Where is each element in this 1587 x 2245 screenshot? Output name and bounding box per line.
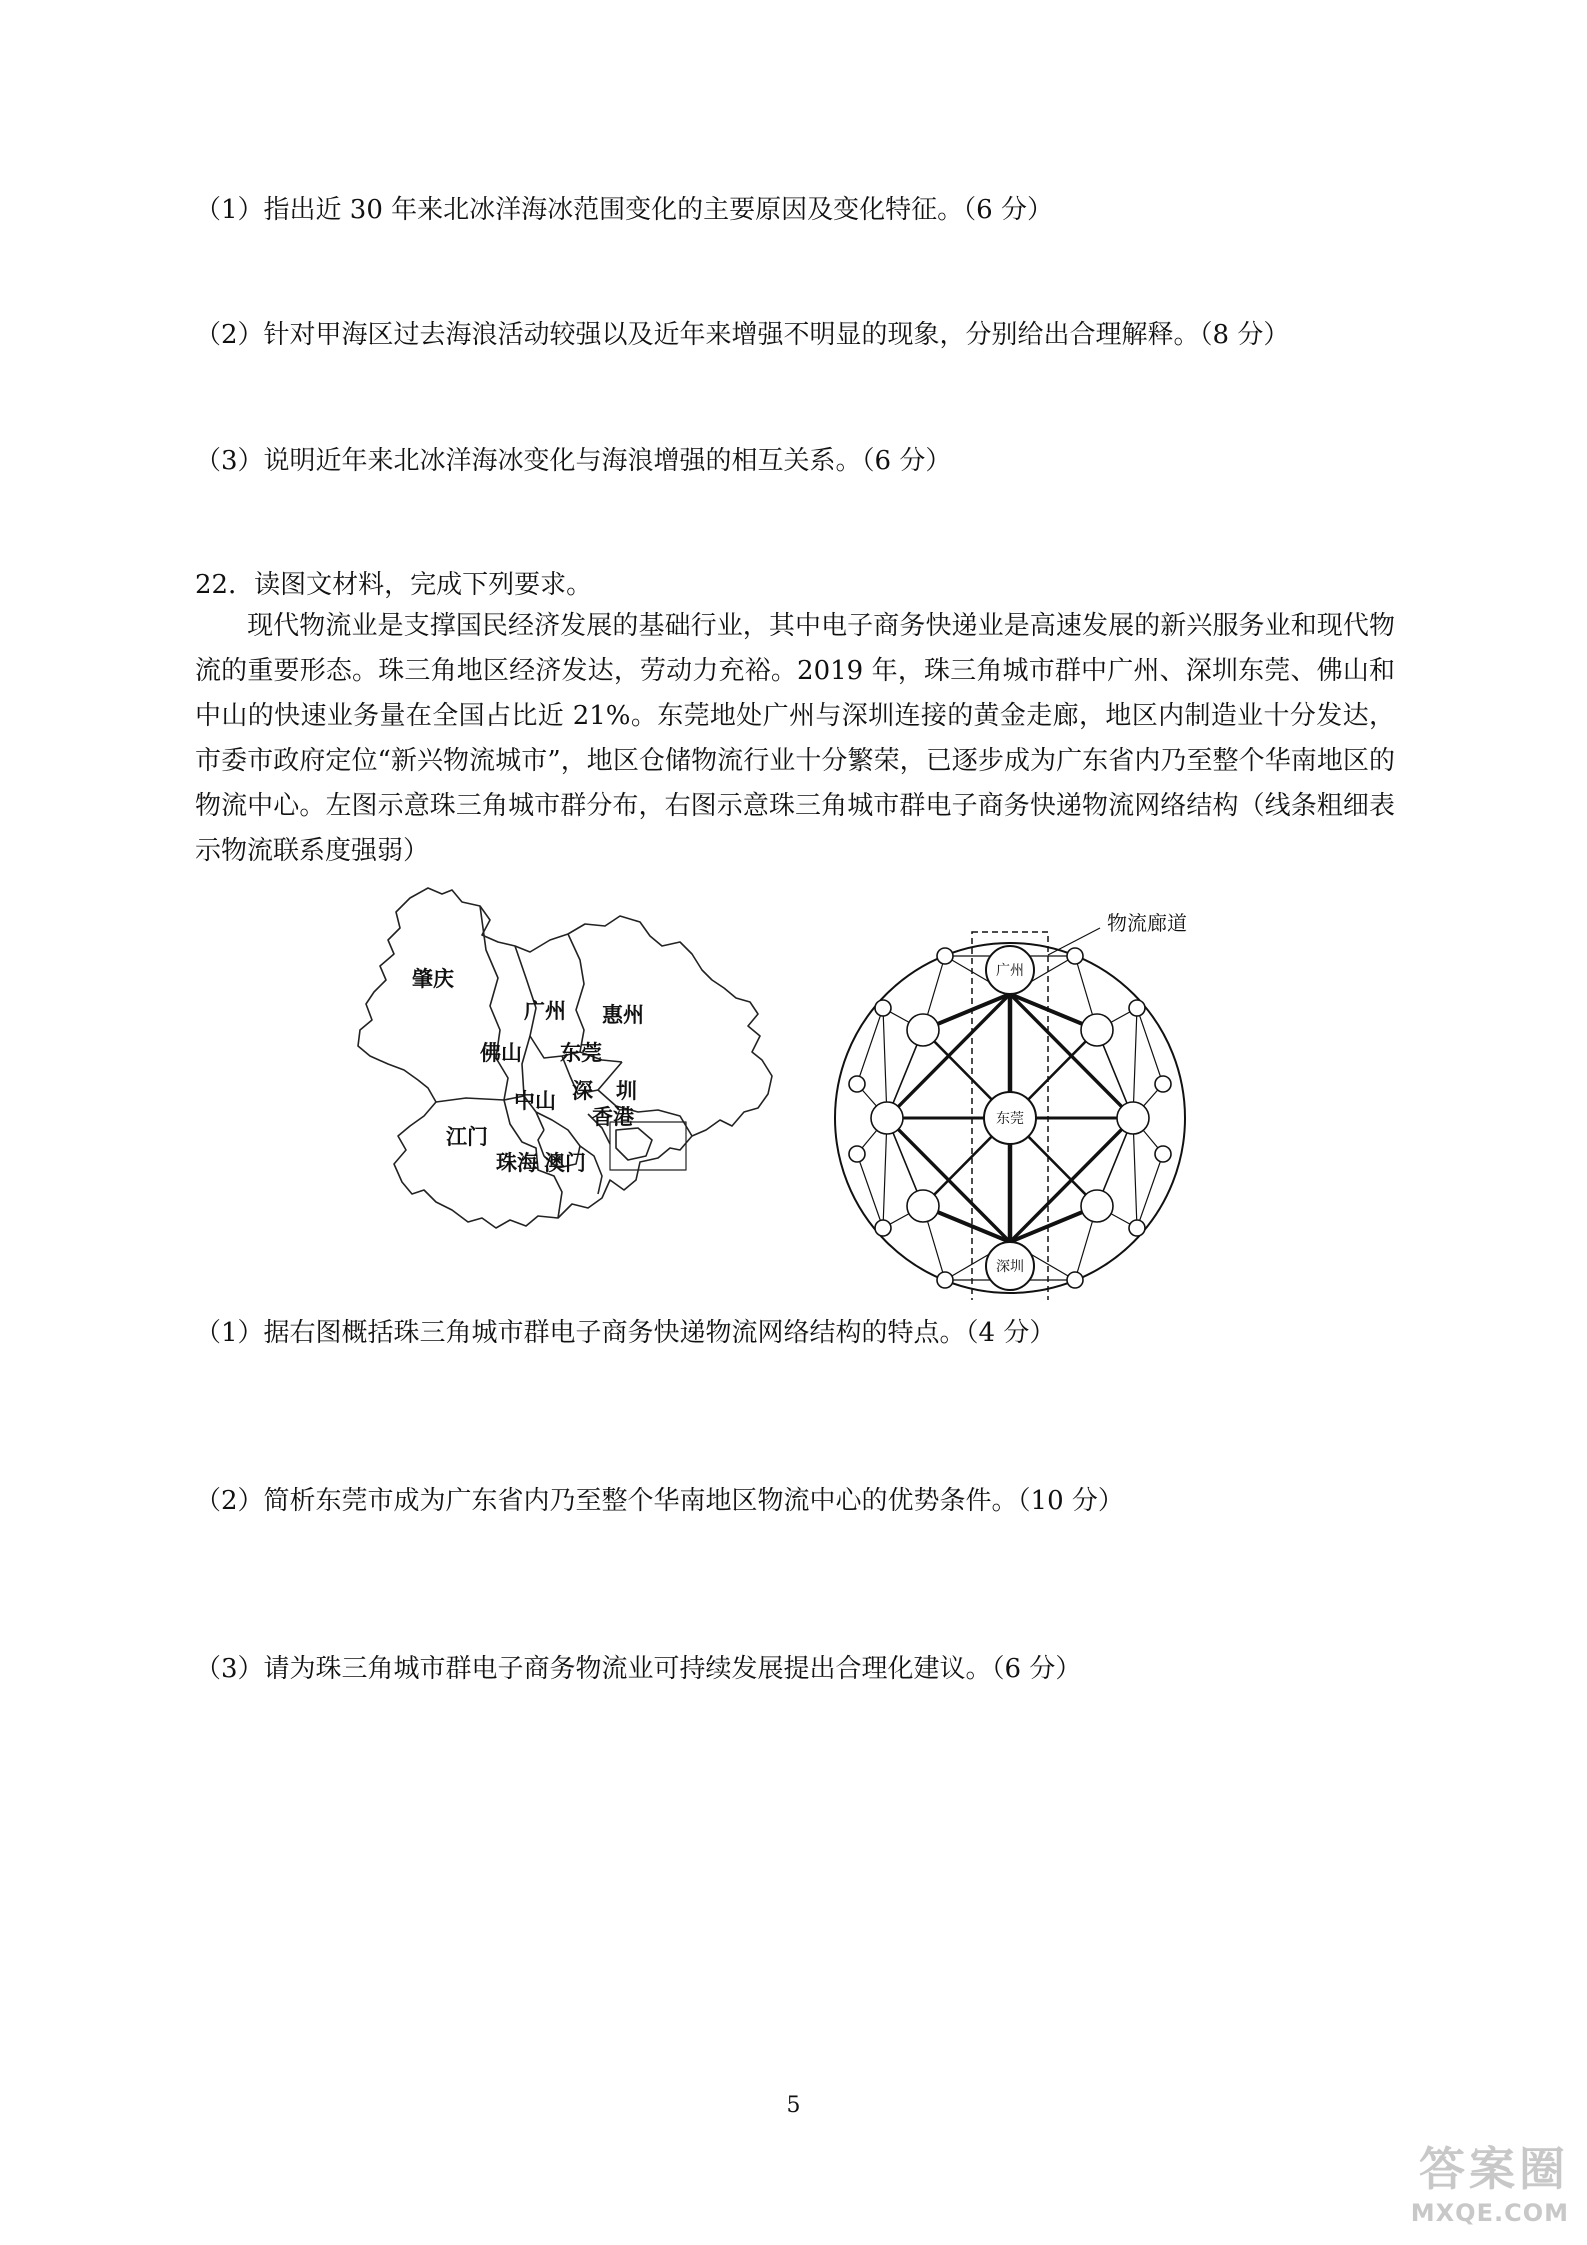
map-label-shenzhen-2: 圳 <box>616 1079 637 1103</box>
map-label-zhongshan: 中山 <box>514 1089 556 1113</box>
boundary-guangzhou-huizhou <box>568 934 584 1052</box>
node-shenzhen: 深圳 <box>996 1259 1024 1275</box>
logistics-network-svg <box>825 880 1255 1300</box>
question-22-material <box>195 604 1395 874</box>
map-label-zhaoqing: 肇庆 <box>412 967 454 991</box>
map-label-hongkong: 香港 <box>592 1105 634 1129</box>
boundary-hongkong <box>616 1128 652 1160</box>
question-22-3: （3）请为珠三角城市群电子商务物流业可持续发展提出合理化建议。（6 分） <box>195 1654 1082 1684</box>
prd-city-map-svg <box>340 880 810 1250</box>
map-label-shenzhen-1: 深 <box>572 1079 593 1103</box>
map-label-dongguan: 东莞 <box>560 1041 602 1065</box>
map-label-macau: 澳门 <box>544 1151 586 1175</box>
question-22-2: （2）简析东莞市成为广东省内乃至整个华南地区物流中心的优势条件。（10 分） <box>195 1486 1124 1516</box>
question-21-1: （1）指出近 30 年来北冰洋海冰范围变化的主要原因及变化特征。（6 分） <box>195 195 1053 225</box>
map-label-guangzhou: 广州 <box>524 999 566 1023</box>
question-21-3: （3）说明近年来北冰洋海冰变化与海浪增强的相互关系。（6 分） <box>195 446 952 476</box>
watermark-logo: 答案圈 <box>1419 2142 1569 2196</box>
page-number: 5 <box>786 2093 801 2118</box>
map-label-huizhou: 惠州 <box>602 1003 644 1027</box>
question-21-2: （2）针对甲海区过去海浪活动较强以及近年来增强不明显的现象，分别给出合理解释。（8 分） <box>195 320 1290 350</box>
watermark <box>1411 2133 1569 2227</box>
question-22-1: （1）据右图概括珠三角城市群电子商务快递物流网络结构的特点。（4 分） <box>195 1318 1056 1348</box>
boundary-foshan-east <box>522 1036 530 1096</box>
logistics-network-diagram <box>825 880 1255 1300</box>
node-dongguan: 东莞 <box>996 1111 1024 1127</box>
corridor-label: 物流廊道 <box>1107 911 1187 935</box>
map-label-jiangmen: 江门 <box>446 1125 488 1149</box>
material-text: 现代物流业是支撑国民经济发展的基础行业，其中电子商务快递业是高速发展的新兴服务业和现代物流的重要形态。珠三角地区经济发达，劳动力充裕。2019 年，珠三角城市群中广州、深圳东莞、佛山和中山的快速业务量在全国占比近 21%。东莞地处广州与深圳连接的黄金走廊，地区内制造业十分发达，市委市政府定位“新兴物流城市”，地区仓储物流行业十分繁荣，已逐步成为广东省内乃至整个华南地区的物流中心。左图示意珠三角城市群分布，右图示意珠三角城市群电子商务快递物流网络结构（线条粗细表示物流联系度强弱） <box>195 611 1395 866</box>
map-label-zhuhai: 珠海 <box>496 1151 538 1175</box>
question-22-heading: 22．读图文材料，完成下列要求。 <box>195 570 593 600</box>
prd-city-map <box>340 880 810 1250</box>
watermark-url: MXQE.COM <box>1410 2199 1569 2227</box>
map-label-foshan: 佛山 <box>480 1041 522 1065</box>
boundary-zhaoqing <box>480 906 508 1100</box>
node-guangzhou: 广州 <box>996 963 1024 979</box>
